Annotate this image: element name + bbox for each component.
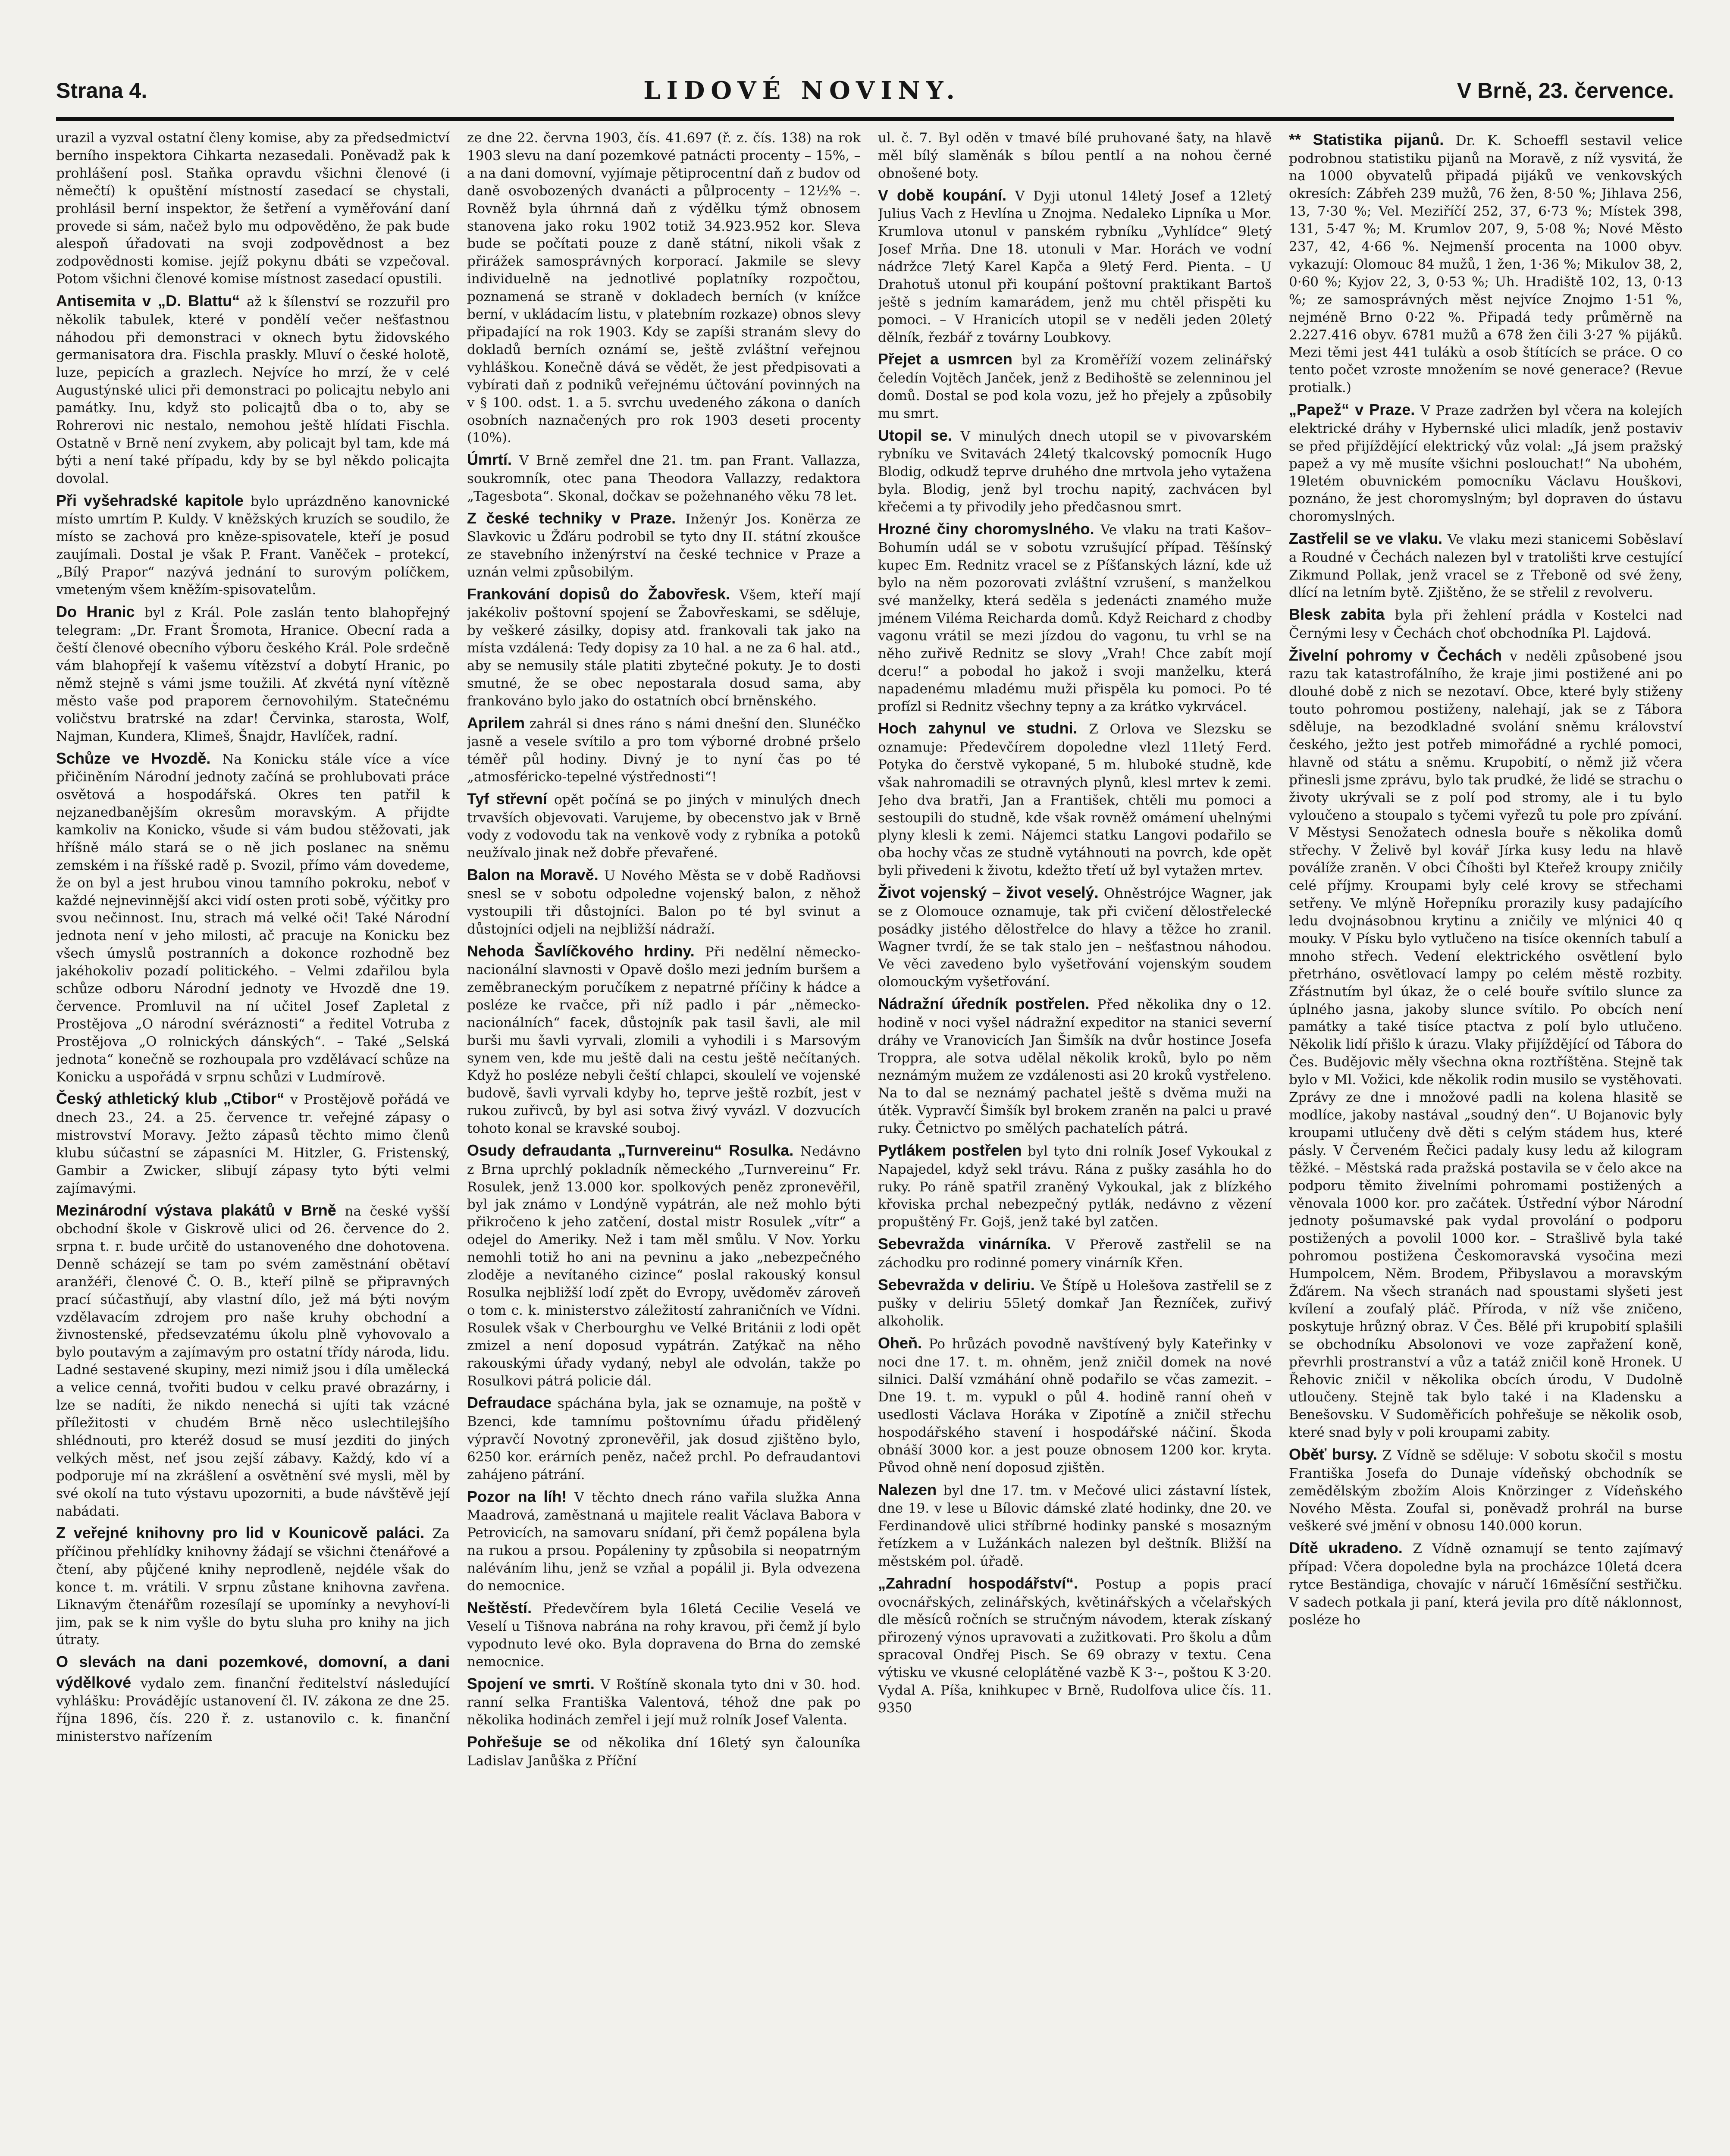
article-text: Nedávno z Brna uprchlý pokladník německého „Turnvereinu“ Fr. Rosulek, jenž 13.000 kor. spolkových peněz zpronevěřil, byl jak známo v Londýně vypátrán, ale než mohlo býti přikročeno k jeho zatčení, dostal mistr Rosulek „vítr“ a odejel do Ameriky. Než i tam měl smůlu. V Nov. Yorku nemohli totiž ho ani na pevninu a jako „nebezpečného zloděje a nevítaného cizince“ poslal rakouský konsul Rosulka nejbližší lodí zpět do Evropy, uvědoměv zároveň o tom c. k. ministerstvo záležitostí zahraničních ve Vídni. Rosulek však v Cherbourghu ve Velké Británii z lodi opět zmizel a není doposud vypátrán. Zatýkač na něho rakouskými úřady vydaný, nebyl ale odvolán, takže po Rosulkovi pátrá policie dál. [467,1144,861,1389]
newspaper-title: LIDOVÉ NOVINY. [643,76,961,105]
article-headline: Frankování dopisů do Žabovřesk. [467,585,730,603]
article-text: Inženýr Jos. Konërza ze Slavkovic u Žďáru podrobil se tyto dny II. státní zkoušce ze stavebního inženýrství na české technice v Praze a uznán velmi způsobilým. [467,511,861,580]
article [1289,1538,1683,1629]
article [1289,645,1683,1442]
article-headline: Pozor na líh! [467,1487,567,1505]
column-1 [56,129,450,2156]
article [878,1140,1272,1231]
article-headline: Přejet a usmrcen [878,350,1012,368]
article-text: V Roštíně skonala tyto dni v 30. hod. ranní selka Františka Valentová, téhož dne pak po několika hodinách zemřel i její muž rolník Josef Valenta. [467,1677,861,1728]
article [56,1523,450,1649]
article [878,993,1272,1138]
article-headline: Český athletický klub „Ctibor“ [56,1090,285,1108]
article [56,490,450,599]
article-headline: Zastřelil se ve vlaku. [1289,530,1442,548]
article-headline: Oheň. [878,1334,922,1352]
article-headline: Aprilem [467,714,525,732]
article-text: v Prostějově pořádá ve dnech 23., 24. a 25. července tr. veřejné zápasy o mistrovství Moravy. Ježto zápasů těchto mimo členů klubu súčastní se zápasníci M. Hitzler, G. Fristenský, Gambir a Zwicker, slibují zápasy tyto býti velmi zajímavými. [56,1092,450,1196]
article [1289,399,1683,526]
article-headline: Oběť bursy. [1289,1445,1377,1463]
article-headline: Nádražní úředník postřelen. [878,995,1090,1013]
article [878,349,1272,422]
article-headline: Neštěstí. [467,1598,532,1617]
article-headline: Z veřejné knihovny pro lid v Kounicově paláci. [56,1524,425,1542]
article-text: Ve vlaku na trati Kašov–Bohumín udál se v sobotu vzrušující případ. Těšínský kupec Em. Rednitz vracel se z Píšťanských lázní, kde už bylo na něm pozorovati zvláštní vzrušení, s manželkou své manželky, která seděla s jedenácti znamého muže jménem Viléma Reicharda domů. Když Reichard z chodby vagonu vrátil se mezi jízdou do vagonu, tu vrhl se na něho zuřivě Rednitz se slovy „Vrah! Chce zabít mojí dceru!“ a pobodal ho jakož i svoji manželku, která napadenému mladému muži přispěla ku pomoci. Po té profízl si Rednitz všechny tepny a za krátko vykrvácel. [878,522,1272,714]
article-text: ul. č. 7. Byl oděn v tmavé bílé pruhované šaty, na hlavě měl bílý slaměnák s bílou pentlí a na nohou černé obnošené boty. [878,130,1272,181]
article [878,425,1272,516]
article-text: Všem, kteří mají jakékoliv poštovní spojení se Žabovřeskami, se sděluje, by veškeré zásilky, dopisy atd. frankovali tak jako na místa vzdálená: Tedy dopisy za 10 hal. a ne za 6 hal. atd., aby se nemusily stále platiti zbytečné pokuty. Je to dosti smutné, že se obec nepostarala dosud sama, aby frankováno bylo jako do ostatních obcí brněnského. [467,587,861,709]
article [467,584,861,710]
article [878,129,1272,182]
article-headline: Balon na Moravě. [467,866,599,884]
dateline: V Brně, 23. července. [1457,78,1674,103]
article-text: až k šílenství se rozzuřil pro několik tabulek, které v pondělí večer nešťastnou náhodou při demonstraci v oknech bytu židovského germanisatora dra. Fischla praskly. Mluví o české holotě, luze, pepicích a grazlech. Nejvíce ho mrzí, že v celé Augustýnské ulici při demonstraci po policajtu nebylo ani památky. Inu, když sto policajtů dba o to, aby se Rohrerovi nic nestalo, nemohou ještě hlídati Fischla. Ostatně v Brně není zvykem, aby policajt byl tam, kde má býti a není také případu, kdy by se byl někdo policajta dovolal. [56,294,450,486]
article [878,1234,1272,1272]
article [878,1275,1272,1330]
article [56,129,450,288]
article [467,1486,861,1595]
article-text: V minulých dnech utopil se v pivovarském rybníku ve Svitavách 24letý tkalcovský pomocník Hugo Blodig, odkudž teprve druhého dne mrtvola jeho vytažena byla. Blodig, jenž byl trochu napitý, zachvácen byl křečemi a ty přivodily jeho předčasnou smrt. [878,428,1272,515]
article-text: Z Vídně se sděluje: V sobotu skočil s mostu Františka Josefa do Dunaje vídeňský obchodník se zemědělským zbožím Alois Knörzinger z Vídeňského Nového Města. Zoufal si, poněvadž prohrál na burse veškeré své jmění v obnosu 140.000 korun. [1289,1448,1683,1534]
article-text: byl z Král. Pole zaslán tento blahopřejný telegram: „Dr. Frant Šromota, Hranice. Obecní rada a čeští členové obecního výboru českého Král. Pole srdečně vám blahopřejí k vašemu vítězství a dobytí Hranic, po němž stejně s vámi jsme toužili. Ať zkvétá nyní vítězně město vaše pod praporem černovohilým. Statečnému voličstvu bratrské na zdar! Červinka, starosta, Wolf, Najman, Kundera, Klimeš, Šnajdr, Havlíček, radní. [56,605,450,744]
article [878,718,1272,880]
column-4 [1289,129,1683,2156]
article-text: spáchána byla, jak se oznamuje, na poště v Bzenci, kde tamnímu poštovnímu úřadu přidělený výpravčí Novotný zpronevěřil, jak dosud zjištěno bylo, 6250 kor. erárních peněz, načež prchl. Po defraudantovi zahájeno pátrání. [467,1396,861,1482]
article [467,1732,861,1770]
article-headline: Úmrtí. [467,451,512,469]
article-headline: „Zahradní hospodářství“. [878,1574,1078,1592]
article-headline: Pohřešuje se [467,1733,570,1751]
article-headline: O slevách na dani pozemkové, domovní, a dani výdělkové [56,1653,450,1691]
article-headline: Sebevražda v deliriu. [878,1275,1035,1294]
article-text: od několika dní 16letý syn čalouníka Ladislav Janůška z Příční [467,1735,861,1769]
article-headline: Schůze ve Hvozdě. [56,749,211,767]
article [1289,528,1683,602]
article-text: Dr. K. Schoeffl sestavil velice podrobnou statistiku pijanů na Moravě, z níž vysvitá, že na 1000 obyvatelů připadá pijáků ve venkovských okresích: Zábřeh 239 mužů, 76 žen, 8·50 %; Jihlava 256, 13, 7·30 %; Vel. Meziříčí 252, 37, 6·73 %; Místek 398, 131, 5·47 %; M. Krumlov 207, 9, 5·08 %; Nové Město 237, 42, 4·66 %. Nejmenší procenta na 1000 obyv. vykazují: Olomouc 84 mužů, 1 žen, 1·36 %; Mikulov 38, 2, 0·60 %; Kyjov 22, 3, 0·53 %; Uh. Hradiště 102, 13, 0·13 %; ze samosprávných měst nejvíce Znojmo 1·51 %, nejméně Brno 0·22 %. Připadá tedy průměrně na 2.227.416 obyv. 6781 mužů a 678 žen čili 3·27 % pijáků. Mezi těmi jest 441 tulákù a osob štítících se práce. O co tento počet vzroste množením se nové generace? (Revue protialk.) [1289,133,1683,396]
article-text: V Dyji utonul 14letý Josef a 12letý Julius Vach z Hevlína u Znojma. Nedaleko Lipníka u Mor. Krumlova utonul v panském rybníku „Vyhlídce“ 9letý Josef Mrňa. Dne 18. utonuli v Mar. Horách ve vodní nádržce 7letý Karel Kapča a 9letý Ferd. Pienta. – U Drahotuš utonul při koupání poštovní praktikant Bartoš ještě s jedním kamarádem, jenž mu chtěl přispěti ku pomoci. – V Hranicích utopil se v neděli jeden 20letý dělník, řezbář z továrny Loubkovy. [878,188,1272,345]
article-text: V Brně zemřel dne 21. tm. pan Frant. Vallazza, soukromník, otec pana Theodora Vallazzy, redaktora „Tagesbota“. Skonal, dočkav se požehnaného věku 78 let. [467,453,861,504]
article [878,1333,1272,1477]
article-text: byla při žehlení prádla v Kostelci nad Černými lesy v Čechách choť obchodníka Pl. Lajdová. [1289,608,1683,641]
article-headline: Mezinárodní výstava plakátů v Brně [56,1201,336,1219]
article-text: na české vyšší obchodní škole v Giskrově ulici od 26. července do 2. srpna t. r. bude určitě do ustanoveného dne dohotovena. Denně scházejí se tam po svém zaměstnání obětaví aranžéři, členové Č. O. B., kteří pilně se připravných prací súčastňují, aby vlastní dílo, jež má býti novým vzdělavacím zdrojem pro naše kruhy obchodní a živnostenské, předsevzatému úkolu plně vyhovovalo a bylo poutavým a zajímavým pro ostatní třídy národa, lidu. Ladné sestavené skupiny, mezi nimiž jsou i díla umělecká a velice cenná, tvořiti budou v celku pravé obrazárny, i lze se nadíti, že nikdo nenechá si ujíti tak vzácné příležitosti v chudém Brně něco uslechtilejšího shlédnouti, pro kteréž dosud se musí jezditi do jiných velkých měst, neť jsou zejší zábavy. Každý, kdo ví a podporuje mí na zkrášlení a osvětnění své mysli, měl by své okolí na tuto výstavu upozorniti, a bude návštěvě její nabádati. [56,1203,450,1519]
article [467,449,861,505]
article-text: byl tyto dni rolník Josef Vykoukal z Napajedel, když sekl trávu. Rána z pušky zasáhla ho do ruky. Po ráně spatřil zraněný Vykoukal, jak z blízkého křoviska prchal nebezpečný pytlák, nedávno z vězení propuštěný Fr. Gojš, jenž také byl zatčen. [878,1144,1272,1230]
page-number: Strana 4. [56,78,147,103]
article-text: Po hrůzách povodně navštívený byly Kateřinky v noci dne 17. t. m. ohněm, jenž zničil domek na nové silnici. Další vzmáhání ohně podařilo se včas zamezit. – Dne 19. t. m. vypukl o půl 4. hodině ranní oheň v usedlosti Václava Horáka v Zipotíně a zničil střechu hospodářského stavení i hospodářské náčiní. Škoda obnáší 3000 kor. a jest pouze obnosem 1200 kor. kryta. Původ ohně není doposud zjištěn. [878,1336,1272,1476]
article-headline: Blesk zabita [1289,605,1385,624]
page-header [56,65,1674,116]
article [467,941,861,1138]
article [56,291,450,488]
article-text: zahrál si dnes ráno s námi dnešní den. Slunéčko jasně a vesele svítilo a pro tom výborné drobné pršelo téměř půl hodiny. Divný je to nyní čas po té „atmosféricko-tepelné výstřednosti“! [467,716,861,785]
article [56,1088,450,1197]
column-2 [467,129,861,2156]
article-headline: Tyf střevní [467,790,547,808]
article-headline: V době koupání. [878,186,1007,204]
article-headline: Spojení ve smrti. [467,1674,595,1692]
article-headline: Do Hranic [56,602,135,620]
article-text: U Nového Města se v době Radňovsi snesl se v sobotu odpoledne vojenský balon, z něhož vystoupili tři důstojníci. Balon po té byl svinut a důstojníci odjeli na nejbližší nádraží. [467,868,861,937]
article-text: urazil a vyzval ostatní členy komise, aby za předsedmictví berního inspektora Cihkarta nezasedali. Poněvadž pak k prohlášení posl. Staňka opravdu všichni členové (i němečtí) k opuštění místností zasedací se chystali, prohlásil berní inspektor, že šetření a vyměřování daní provede si sám, načež bylo mu odpověděno, že pak bude alespoň úřadovati na svoji zodpovědnost a bez zodpovědnosti komise. jejíž pokynu dbáti se vzpečoval. Potom všichni členové komise místnost zasedací opustili. [56,130,450,287]
article [467,1673,861,1729]
column-3 [878,129,1272,2156]
article [467,865,861,938]
article-headline: Pytlákem postřelen [878,1141,1022,1159]
article-headline: Antisemita v „D. Blattu“ [56,292,240,310]
article-text: vydalo zem. finanční ředitelství následující vyhlášku: Provádějíc ustanovení čl. IV. zákona ze dne 25. října 1896, čís. 220 ř. z. ustanovilo c. k. finanční ministerstvo nařízením [56,1675,450,1745]
article-headline: Sebevražda vinárníka. [878,1235,1051,1253]
article-headline: Nehoda Šavlíčkového hrdiny. [467,942,695,960]
article-headline: Hrozné činy choromyslného. [878,520,1094,538]
article [467,713,861,786]
article-text: bylo uprázdněno kanovnické místo umrtím P. Kuldy. V kněžských kruzích se soudilo, že místo se zachová pro kněze-spisovatele, kteří je posud zaujímali. Dostal je však P. Frant. Vaněček – protekcí, „Bílý Prapor“ nazývá jednání to surovým políčkem, vmeteným všem kněžím-spisovatelům. [56,493,450,598]
header-rule [56,117,1674,121]
article [56,1651,450,1745]
article-text: Na Konicku stále více a více přičiněním Národní jednoty začíná se prohlubovati práce osvětová a hospodářská. Okres ten patřil k nejzanedbanějším okresům moravským. A přijdte kamkoliv na Konicko, všude si vám budou stěžovati, jak hříšně málo stará se o ně jich poslanec na sněmu zemském i na říšské radě p. Svozil, přímo vám dovedeme, že on byl a jest hrubou vinou tamního pokroku, neboť v každé nejnevinnější akci vidí osten proti sobě, výčitky pro svou nečinnost. Inu, strach má velké oči! Také Národní jednota není v jeho milosti, ač pracuje na Konicku bez všech úmyslů postranních a dokonce rozhodně bez jakéhokoliv pozadí politického. – Velmi zdařilou byla schůze odboru Národní jednoty ve Hvozdě dne 19. července. Promluvil na ní učitel Josef Zapletal z Prostějova „O národní svéráznosti“ a ředitel Votruba z Prostějova „O rolnických dánských“. – Také „Selská jednota“ konečně se rozhoupala pro vzdělávací schůze na Konicku a uspořádá v srpnu schůzi v Ludmírově. [56,751,450,1085]
article-text: Ohněstrójce Wagner, jak se z Olomouce oznamuje, tak při cvičení dělostřelecké posádky jistého dělostřelce do hlavy a těžce ho zranil. Wagner tvrdí, že se tak stalo jen – nešťastnou náhodou. Ve věci zavedeno bylo vyšetřování vojenským soudem olomouckým vyšetřování. [878,886,1272,990]
article-headline: „Papež“ v Praze. [1289,401,1415,419]
article-text: Předevčírem byla 16letá Cecilie Veselá ve Veselí u Tišnova nabrána na rohy kravou, při čemž jí bylo vypodnuto levé oko. Byla dopravena do Brna do zemské nemocnice. [467,1601,861,1670]
article-text: Z Orlova ve Slezsku se oznamuje: Předevčírem dopoledne vlezl 11letý Ferd. Potyka do čerstvě vykopané, 5 m. hluboké studně, kde však nahromadili se otravných plynů, klesl mrtev k zemi. Jeho dva bratři, Jan a František, chtěli mu pomoci a sestoupili do studně, kde však rovněž omámení uhelnými plyny klesli k zemi. Nájemci statku Langovi podařilo se oba hochy včas ze studně vytáhnouti na povrch, kde opět byli přivedeni k životu, kdežto třetí už byl vytažen mrtev. [878,721,1272,879]
article-headline: ** Statistika pijanů. [1289,131,1444,148]
article-headline: Při vyšehradské kapitole [56,491,244,509]
article-text: opět počíná se po jiných v minulých dnech trvavších objevovati. Varujeme, by obecenstvo jak v Brně vody z vodovodu tak na venkově vody z rybníka a potoků neužívalo jinak než dobře převařené. [467,792,861,861]
article [878,519,1272,716]
article-headline: Nalezen [878,1480,937,1498]
article-text: Za příčinou přehlídky knihovny žádají se všichni čtenářové a čtení, aby půjčené knihy neprodleně, nejdéle však do konce t. m. vrátili. V srpnu zůstane knihovna zavřena. Liknavým čtenářům rozesílají se upomínky a nevyhoví-li jim, pak se k nim vyšle do bytu sluha pro knihy na jich útraty. [56,1526,450,1648]
columns [56,129,1683,2156]
article-text: Při nedělní německo-nacionální slavnosti v Opavě došlo mezi jedním buršem a zeměbraneckým poručíkem z nepatrné příčiny k hádce a posléze ke rvačce, při níž padlo i pár „německo-nacionálních“ facek, důstojník pak tasil šavli, ale mil burši mu šavli vyrvali, zlomili a vyhodili i s Marsovým synem ven, kde mu ještě dali na cestu ještě nečítaných. Když ho posléze nebyli čeští chlapci, skoulelí ve vojenské budově, šavli vyrvali kdyby ho, teprve ještě rozbít, jest v rukou zuřivců, by byl asi sotva živý vyvázl. V dozvucích tohoto konal se kravské souboj. [467,944,861,1137]
article [878,1479,1272,1570]
article-text: Před několika dny o 12. hodině v noci vyšel nádražní expeditor na stanici severní dráhy ve Vranovicích Jan Šimšík na dvůr hostince Josefa Troppra, ale sotva udělal několik kroků, bylo po něm neznámým mužem ze vzdálenosti asi 20 kroků vystřeleno. Na to dal se neznámý pachatel ještě s dvěma muži na útěk. Vypravčí Šimšík byl brokem zraněn na palci u pravé ruky. Četnictvo po smělých pachatelích pátrá. [878,997,1272,1137]
article-headline: Život vojenský – život veselý. [878,884,1099,902]
article [878,1573,1272,1717]
article-text: Z Vídně oznamují se tento zajímavý případ: Včera dopoledne byla na procházce 10letá dcera rytce Beständiga, chovajíc v náručí 16měsíční sestřičku. V sadech potkala ji paní, která jevila pro dítě náklonnost, posléze ho [1289,1541,1683,1628]
article-text: V těchto dnech ráno vařila služka Anna Maadrová, zaměstnaná u majitele realit Václava Babora v Petrovicích, na samovaru snídaní, při čemž popálena byla na rukou a prsou. Popáleniny ty způsobila si neopatrným naléváním lihu, jenž se vzňal a popálil ji. Byla odvezena do nemocnice. [467,1489,861,1594]
article [1289,129,1683,397]
article-headline: Osudy defraudanta „Turnvereinu“ Rosulka. [467,1141,794,1159]
article [56,602,450,746]
article [56,1200,450,1520]
article [1289,1444,1683,1535]
article [467,1598,861,1671]
article-headline: Dítě ukradeno. [1289,1539,1403,1557]
article [56,748,450,1086]
article-headline: Z české techniky v Praze. [467,509,676,527]
article-headline: Defraudace [467,1394,552,1412]
article [878,882,1272,991]
article [467,1140,861,1390]
article [878,185,1272,347]
article-text: Postup a popis prací ovocnářských, zelinářských, květinářských a včelařských dle měsíců ročních se stručným návodem, kterak získaný přirozený výnos upravovati a zužitkovati. Pro školu a dům spracoval Ondřej Pisch. Se 69 obrazy v textu. Cena výtisku ve vkusné celoplátěné vazbě K 3·–, poštou K 3·20. Vydal A. Píša, knihkupec v Brně, Rudolfova ulice čís. 11. 9350 [878,1576,1272,1716]
article [1289,604,1683,642]
article [467,129,861,447]
article-text: ze dne 22. června 1903, čís. 41.697 (ř. z. čís. 138) na rok 1903 slevu na daní pozemkové patnácti procenty – 15%, – a na dani domovní, vyjímaje pětiprocentní daň z budov od daně osvobozených dvanácti a půlprocenty – 12½% –. Rovněž byla úhrnná daň z výdělku týmž obnosem stanovena jako roku 1902 totiž 34.923.952 kor. Sleva bude se počítati pouze z daně státní, nikoli však z přirážek samosprávných korporací. Jakmile se slevy individuelně na jednotlivé poplatníky rozpočtou, poznamená se straně v dokladech berních (v knížce berní, v ukládacím listu, v platebním rozkaze) obnos slevy připadající na rok 1903. Kdy se zapíši stranám slevy do dokladů berních oznámí se, ještě zvláštní veřejnou vyhláškou. Konečně dává se vědět, že jest předpisovati a vybírati daň z podniků veřejnému účtování povinných na v § 100. odst. 1. a 5. svrchu uvedeného zákona o daních osobních naznačených pro rok 1903 deseti procenty (10%). [467,130,861,446]
article-headline: Živelní pohromy v Čechách [1289,646,1502,664]
article-text: byl dne 17. tm. v Mečové ulici zástavní lístek, dne 19. v lese u Bílovic dámské zlaté hodinky, dne 20. ve Ferdinandově ulici stříbrné hodinky panské s mosazným řetízkem a v Lužánkách nalezen byl deštník. Bližší na městském pol. úřadě. [878,1482,1272,1570]
article-text: V Přerově zastřelil se na záchodku pro rodinné pomery vinárník Křen. [878,1237,1272,1271]
article-text: v neděli způsobené jsou razu tak katastrofálního, že kraje jimi postižené ani po dlouhé době z nich se nezotaví. Obce, které byly stiženy touto pohromou postiženy, nalehají, jak se z Tábora sděluje, na bezodkladné svolání sněmu království českého, ježto jest potřeb mimořádné a rychlé pomoci, hlavně od státu a sněmu. Krupobití, o němž již včera přinesli jsme zprávu, bylo tak prudké, že lidé se strachu o životy ukrývali se z polí pod stromy, ale i tu bylo vyloučeno a stoupalo s tyčemi vyřezů tu pole pro zpívání. V Městysi Senožatech odnesla bouře s několika domů střechy. V Želivě byl kovář Jírka kusy ledu na hlavě poválíže zraněn. V obci Číhošti byl Kteřež kroupy zničily celé příjmy. Kroupami byly celé krovy se střechami setřeny. Ve mlýně Hořepníku prorazily kusy padajícího ledu dvojnásobnou krytinu a zničily ve mlýnici 40 q mouky. V Písku bylo vytlučeno na tisíce okenních tabulí a mnoho střech. Vedení elektrického osvětlení bylo přetrháno, osvětlovací lampy po celém městě rozbity. Zřástnutím byl úkaz, že o celé bouře svítilo slunce za úplného jasna, jakoby slunce svítilo. Po obcích není památky a také tisíce ptactva z polí bylo utlučeno. Několik lidí přišlo k úrazu. Vlaky přijíždějící od Tábora do Čes. Budějovic měly všechna okna roztříštěna. Stejně tak bylo v Ml. Vožici, kde několik rodin musilo se vystěhovati. Zprávy ze dne i množové padli na kolena hlasitě se modlíce, jakoby nastával „soudný den“. U Bojanovic byly kroupami utlučeny dvě děti s celým stádem hus, které pásly. V Červeném Řečici padaly kusy ledu až kilogram těžké. – Městská rada pražská postavila se v čelo akce na podporu těmito živelními pohromami postižených a věnovala 1000 kor. pro začátek. Ústřední výbor Národní jednoty pošumavské pak vydal provolání o podporu postižených a povolil 1000 kor. – Strašlivě byla také pohromou postižena Českomoravská vysočina mezi Humpolcem, Něm. Brodem, Přibyslavou a moravským Žďárem. Na všech stranách nad spoustami slyšeti jest kvílení a zoufalý pláč. Příroda, v níž vše zničeno, poskytuje hrůzný obraz. V Čes. Bělé při krupobití splašili se obchodníku Absolonovi ve voze zapřažení koně, převrhli prostranství a vůz a tatáž zničil koně Hronek. U Řehovic zničil v několika obcích úrodu, V Dudolně utloučeny. Stejně tak bylo také i na Kladensku a Benešovsku. V Sudoměřicích pohřešuje se několik osob, které snad byly v poli kroupami zabity. [1289,648,1683,1441]
article [467,508,861,581]
article-headline: Hoch zahynul ve studni. [878,719,1078,737]
article [467,1392,861,1483]
article-text: Ve Štípě u Holešova zastřelil se z pušky v deliriu 55letý domkař Jan Řezníček, zuřivý alkoholik. [878,1278,1272,1329]
article-headline: Utopil se. [878,426,952,444]
article-text: Ve vlaku mezi stanicemi Soběslaví a Roudné v Čechách nalezen byl v tratolišti krve cestující Zikmund Pollak, jenž vracel se z Třeboně od své ženy, dlící na letním bytě. Zjištěno, že se střelil z revolveru. [1289,532,1683,601]
article-text: byl za Kroměříží vozem zelinářský čeledín Vojtěch Janček, jenž z Bedihoště se zelenninou jel domů. Dostal se pod kola vozu, jež ho přejely a způsobily mu smrt. [878,352,1272,421]
article [467,789,861,862]
article-text: V Praze zadržen byl včera na kolejích elektrické dráhy v Hybernské ulici mladík, jenž postaviv se před přijíždějící elektrický vůz volal: „Já jsem pražský papež a vy mě musíte všichni poslouchat!“ Na ubohém, 19letém obuvnickém pomocníku Václavu Houškovi, poznáno, že jest choromyslným; byl dopraven do ústavu choromyslných. [1289,403,1683,525]
